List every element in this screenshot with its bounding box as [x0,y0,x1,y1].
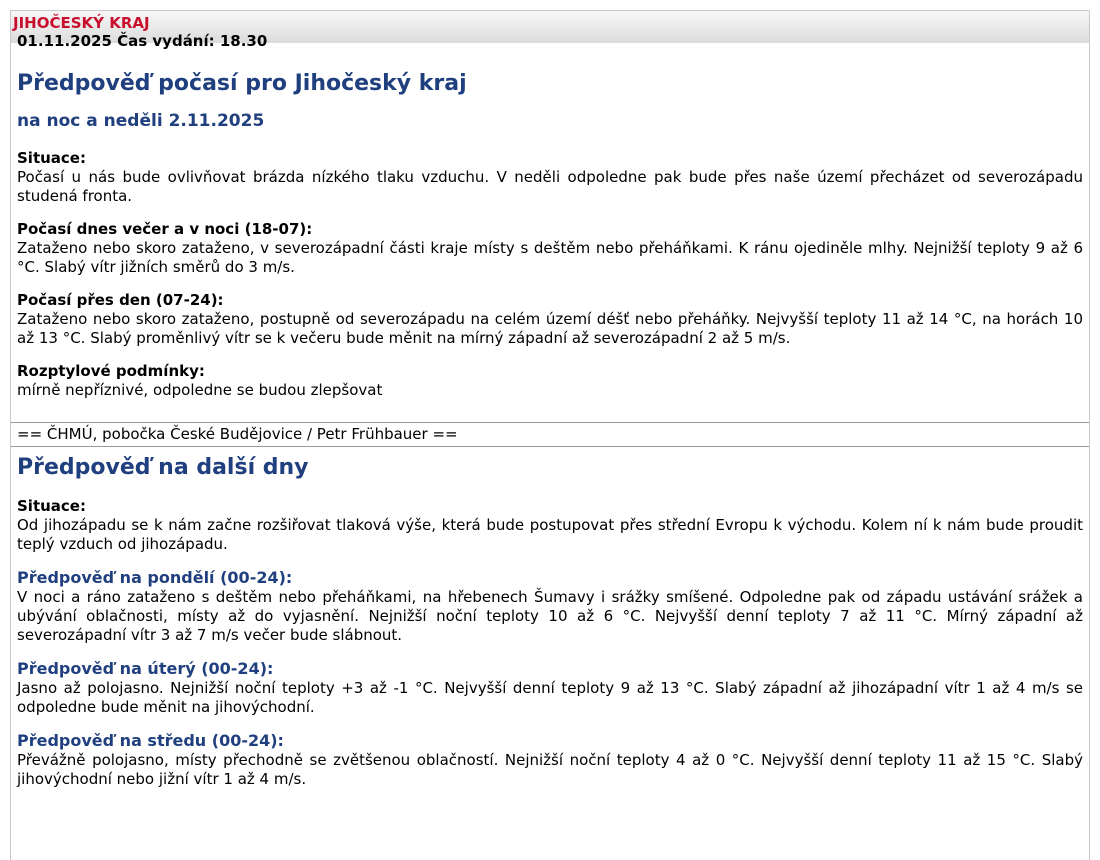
section-text: mírně nepříznivé, odpoledne se budou zlepšovat [17,381,383,399]
forecast-subtitle: na noc a neděli 2.11.2025 [17,111,265,131]
daytime-section [17,291,1083,348]
section-text: Od jihozápadu se k nám začne rozšiřovat tlaková výše, která bude postupovat přes střední Evropu k východu. Kolem ní k nám bude proudit teplý vzduch od jihozápadu. [17,516,1083,553]
day-title: Předpověď na úterý (00-24): [17,659,274,678]
forecast-title: Předpověď počasí pro Jihočeský kraj [17,71,467,96]
day-text: V noci a ráno zataženo s deštěm nebo přeháňkami, na hřebenech Šumavy i srážky smíšené. Odpoledne pak od západu ustávání srážek a ubývání oblačnosti, místy až do vyjasnění. Nejnižší noční teploty 10 až 6 °C. Nejvyšší denní teploty 7 až 11 °C. Mírný západní až severozápadní vítr 3 až 7 m/s večer bude slábnout. [17,588,1083,644]
tonight-section [17,220,1083,277]
day-text: Jasno až polojasno. Nejnižší noční teploty +3 až -1 °C. Nejvyšší denní teploty 9 až 13 °C. Slabý západní až jihozápadní vítr 1 až 4 m/s se odpoledne bude měnit na jihovýchodní. [17,679,1083,716]
divider [11,446,1089,447]
issue-date: 01.11.2025 Čas vydání: 18.30 [17,32,268,50]
next-situation-section [17,497,1083,554]
section-title: Počasí přes den (07-24): [17,291,224,309]
monday-section [17,568,1083,645]
section-title: Situace: [17,497,86,515]
section-text: Zataženo nebo skoro zataženo, postupně od severozápadu na celém území déšť nebo přeháňky. Nejvyšší teploty 11 až 14 °C, na horách 10 až 13 °C. Slabý proměnlivý vítr se k večeru bude měnit na mírný západní až severozápadní 2 až 5 m/s. [17,310,1083,347]
dispersion-section [17,362,1083,400]
section-title: Rozptylové podmínky: [17,362,205,380]
wednesday-section [17,731,1083,789]
forecast-content [11,30,1089,789]
section-title: Situace: [17,149,86,167]
day-title: Předpověď na pondělí (00-24): [17,568,293,587]
situation-section [17,149,1083,206]
region-header: JIHOČESKÝ KRAJ [11,11,1089,43]
day-text: Převážně polojasno, místy přechodně se zvětšenou oblačností. Nejnižší noční teploty 4 až 0 °C. Nejvyšší denní teploty 11 až 15 °C. Slabý jihovýchodní nebo jižní vítr 1 až 4 m/s. [17,751,1083,788]
section-title: Počasí dnes večer a v noci (18-07): [17,220,313,238]
next-days-title: Předpověď na další dny [17,455,309,480]
section-text: Počasí u nás bude ovlivňovat brázda nízkého tlaku vzduchu. V neděli odpoledne pak bude přes naše území přecházet od severozápadu studená fronta. [17,168,1083,205]
author-signature: == ČHMÚ, pobočka České Budějovice / Petr Frühbauer == [17,425,458,443]
forecast-panel [10,10,1090,860]
tuesday-section [17,659,1083,717]
section-text: Zataženo nebo skoro zataženo, v severozápadní části kraje místy s deštěm nebo přeháňkami. K ránu ojediněle mlhy. Nejnižší teploty 9 až 6 °C. Slabý vítr jižních směrů do 3 m/s. [17,239,1083,276]
day-title: Předpověď na středu (00-24): [17,731,284,750]
